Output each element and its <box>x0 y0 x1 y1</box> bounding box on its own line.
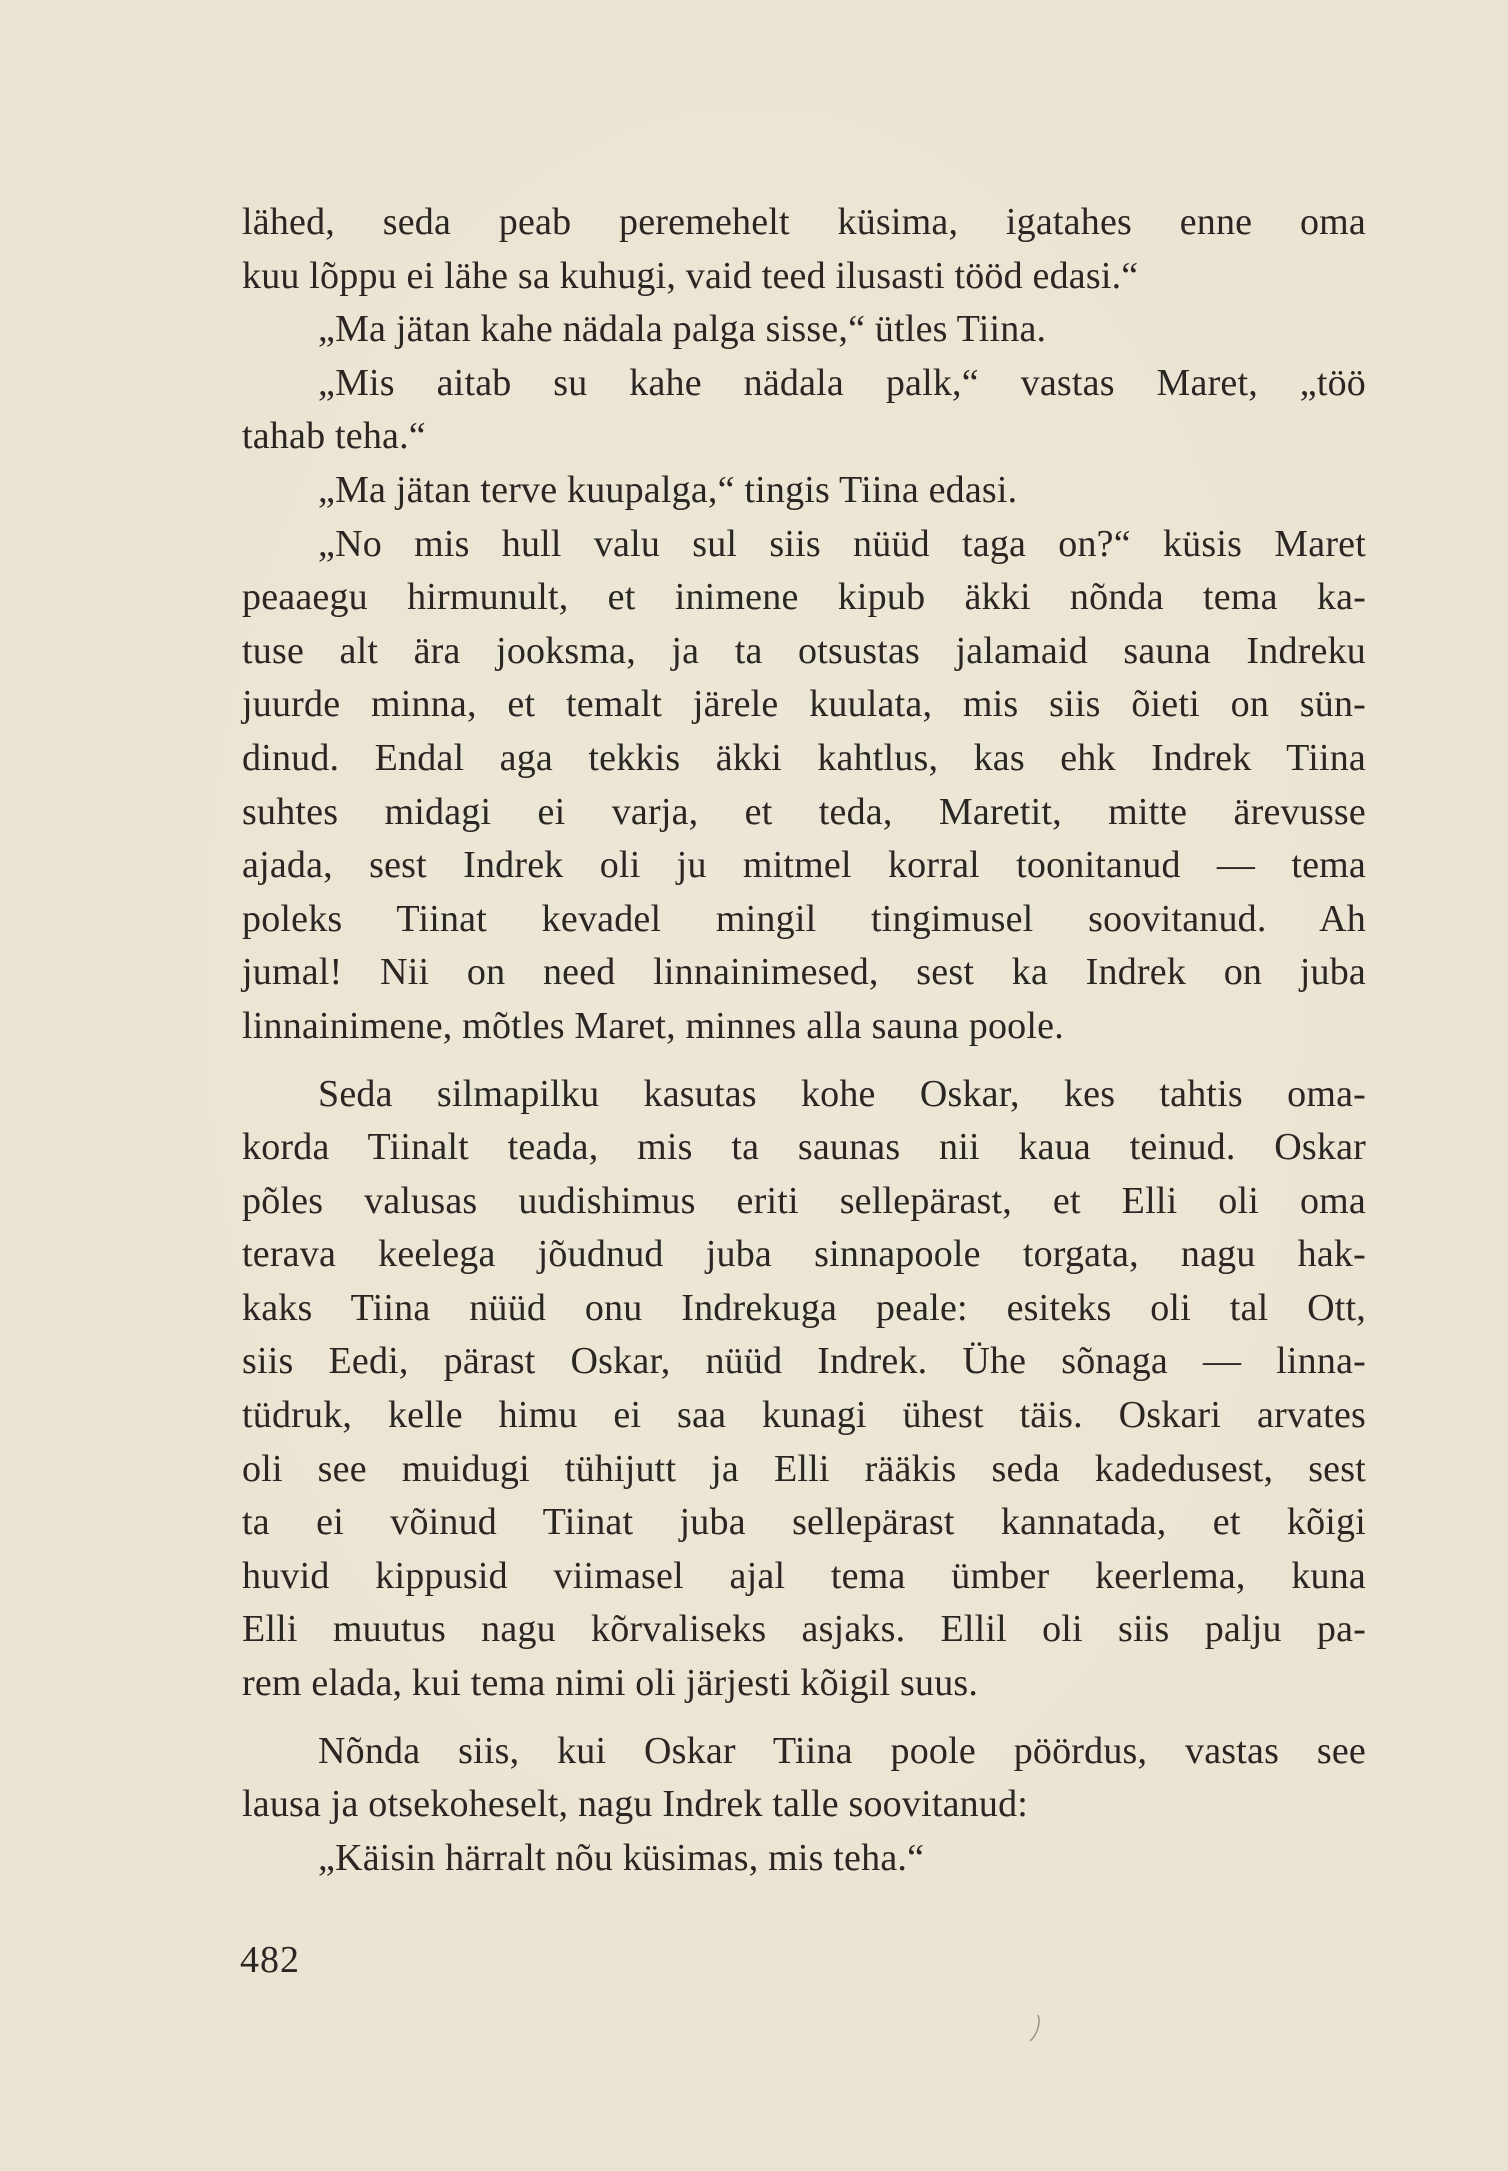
body-text <box>242 196 1366 1885</box>
text-line: linnainimene, mõtles Maret, minnes alla sauna poole. <box>242 1004 1064 1047</box>
text-line: tüdruk, kelle himu ei saa kunagi ühest täis. Oskari arvates <box>242 1394 1366 1437</box>
text-line: huvid kippusid viimasel ajal tema ümber keerlema, kuna <box>242 1554 1366 1597</box>
text-line: peaaegu hirmunult, et inimene kipub äkki nõnda tema ka- <box>242 576 1366 619</box>
text-line: Nõnda siis, kui Oskar Tiina poole pöördus, vastas see <box>318 1729 1366 1772</box>
text-line: terava keelega jõudnud juba sinnapoole torgata, nagu hak- <box>242 1233 1366 1276</box>
text-line: ta ei võinud Tiinat juba sellepärast kannatada, et kõigi <box>242 1501 1366 1544</box>
text-line: tuse alt ära jooksma, ja ta otsustas jalamaid sauna Indreku <box>242 629 1366 672</box>
text-line: lähed, seda peab peremehelt küsima, igatahes enne oma <box>242 201 1366 243</box>
text-line: „Ma jätan terve kuupalga,“ tingis Tiina edasi. <box>318 468 1018 511</box>
text-line: oli see muidugi tühijutt ja Elli rääkis seda kadedusest, sest <box>242 1447 1366 1490</box>
text-line: ajada, sest Indrek oli ju mitmel korral toonitanud — tema <box>242 844 1366 887</box>
text-line: „Käisin härralt nõu küsimas, mis teha.“ <box>318 1836 925 1879</box>
text-line: põles valusas uudishimus eriti sellepärast, et Elli oli oma <box>242 1179 1366 1222</box>
text-line: lausa ja otsekoheselt, nagu Indrek talle soovitanud: <box>242 1783 1029 1826</box>
text-line: tahab teha.“ <box>242 415 426 458</box>
text-line: „Ma jätan kahe nädala palga sisse,“ ütles Tiina. <box>318 308 1047 351</box>
text-line: kaks Tiina nüüd onu Indrekuga peale: esiteks oli tal Ott, <box>242 1286 1366 1329</box>
text-line: jumal! Nii on need linnainimesed, sest ka Indrek on juba <box>242 951 1366 994</box>
text-line: siis Eedi, pärast Oskar, nüüd Indrek. Ühe sõnaga — linna- <box>242 1340 1366 1383</box>
text-line: Seda silmapilku kasutas kohe Oskar, kes tahtis oma- <box>318 1072 1366 1115</box>
text-line: suhtes midagi ei varja, et teda, Maretit, mitte ärevusse <box>242 790 1366 833</box>
text-line: korda Tiinalt teada, mis ta saunas nii kaua teinud. Oskar <box>242 1126 1366 1169</box>
pencil-mark <box>1028 2013 1042 2043</box>
text-line: rem elada, kui tema nimi oli järjesti kõigil suus. <box>242 1662 979 1705</box>
text-line: juurde minna, et temalt järele kuulata, mis siis õieti on sün- <box>242 683 1366 726</box>
page-number: 482 <box>240 1939 300 1981</box>
text-line: „No mis hull valu sul siis nüüd taga on?“ küsis Maret <box>318 522 1366 565</box>
text-line: kuu lõppu ei lähe sa kuhugi, vaid teed ilusasti tööd edasi.“ <box>242 254 1139 297</box>
text-line: poleks Tiinat kevadel mingil tingimusel soovitanud. Ah <box>242 897 1366 940</box>
text-line: dinud. Endal aga tekkis äkki kahtlus, kas ehk Indrek Tiina <box>242 736 1366 779</box>
text-line: „Mis aitab su kahe nädala palk,“ vastas Maret, „töö <box>318 361 1366 404</box>
text-line: Elli muutus nagu kõrvaliseks asjaks. Ellil oli siis palju pa- <box>242 1608 1366 1651</box>
